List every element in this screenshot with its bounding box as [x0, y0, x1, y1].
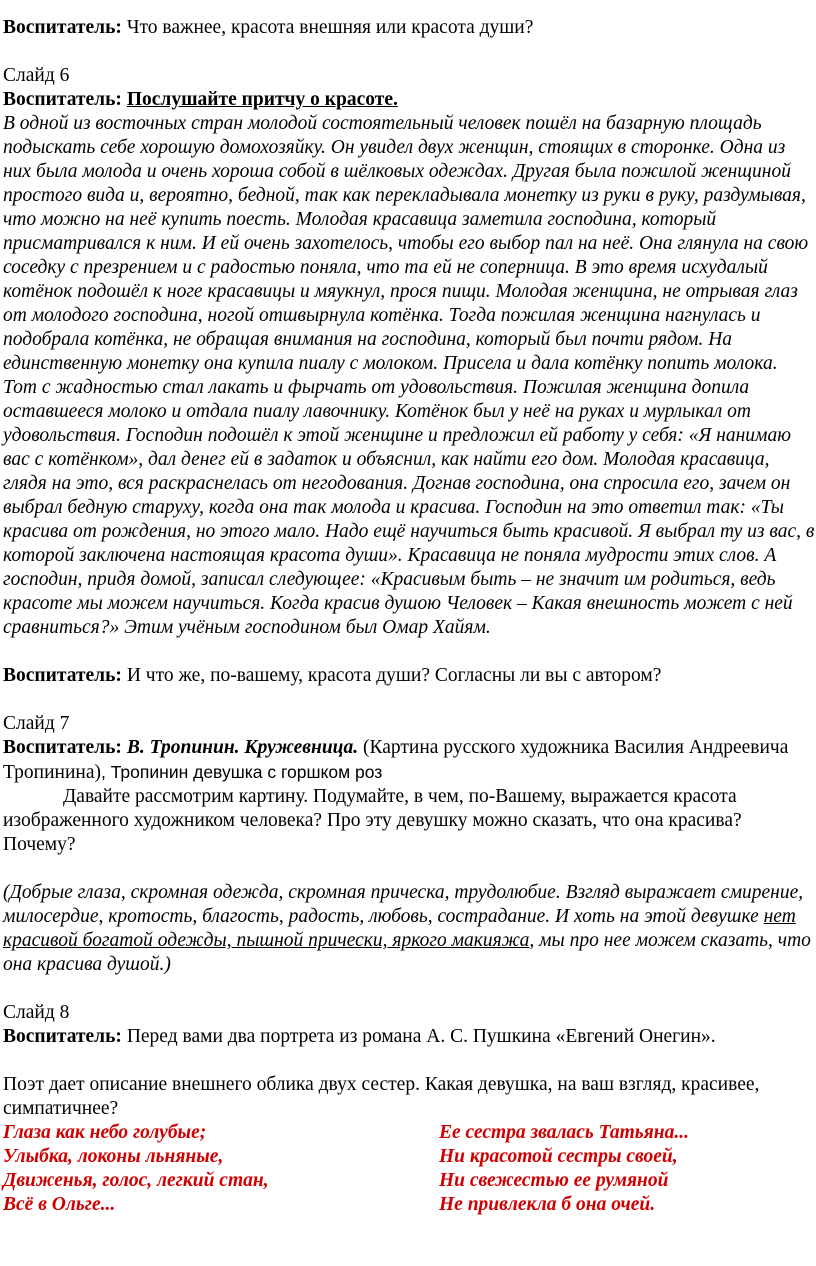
poem-line: Движенья, голос, легкий стан,: [3, 1170, 269, 1191]
dialogue-text: И что же, по-вашему, красота души? Согласны ли вы с автором?: [121, 665, 662, 686]
parable-text: В одной из восточных стран молодой состоятельный человек пошёл на базарную площадь подыскать себе хорошую домохозяйку. Он увидел двух женщин, стоящих в сторонке. Одна из них была молода и очень хороша собой в шёлковых одеждах. Другая была пожилой женщиной простого вида и, вероятно, бедной, так как перекладывала монетку из руки в руку, раздумывая, что можно на неё купить поесть. Молодая красавица заметила господина, который присматривался к ним. И ей очень захотелось, чтобы его выбор пал на неё. Она глянула на свою соседку с презрением и с радостью поняла, что та ей не соперница. В это время исхудалый котёнок подошёл к ноге красавицы и мяукнул, прося пищи. Молодая женщина, не отрывая глаз от молодого господина, ногой отшвырнула котёнка. Тогда пожилая женщина нагнулась и подобрала котёнка, не обращая внимания на господина, который был почти рядом. На единственную монетку она купила пиалу с молоком. Присела и дала котёнку попить молока. Тот с жадностью стал лакать и фырчать от удовольствия. Пожилая женщина допила оставшееся молоко и отдала пиалу лавочнику. Котёнок был у неё на руках и мурлыкал от удовольствия. Господин подошёл к этой женщине и предложил ей работу у себя: «Я нанимаю вас с котёнком», дал денег ей в задаток и объяснил, как найти его дом. Молодая красавица, глядя на это, вся раскраснелась от негодования. Догнав господина, она спросила его, зачем он выбрал бедную старуху, когда она так молода и красива. Господин на это ответил так: «Ты красива от рождения, но этого мало. Надо ещё научиться быть красивой. Я выбрал ту из вас, в которой заключена настоящая красота души». Красавица не поняла мудрости этих слов. А господин, придя домой, записал следующее: «Красивым быть – не значит им родиться, ведь красоте мы можем научиться. Когда красив душою Человек – Какая внешность может с ней сравниться?» Этим учёным господином был Омар Хайям.: [3, 113, 815, 638]
painting-note: (Картина русского художника Василия Андреевича Тропинина): [3, 737, 789, 783]
slide-6-heading-line: [3, 88, 815, 112]
poem-line: Глаза как небо голубые;: [3, 1122, 207, 1143]
speaker-label: Воспитатель:: [3, 1026, 122, 1047]
poem-tatiana: [439, 1121, 809, 1217]
answer-text-end: , мы про нее можем сказать, что она красива душой.): [3, 930, 811, 975]
dialogue-question-beauty: [3, 16, 815, 40]
painting-note-sans: , Тропинин девушка с горшком роз: [101, 762, 383, 782]
poem-line: Улыбка, локоны льняные,: [3, 1146, 224, 1167]
answer-underlined: нет красивой богатой одежды, пышной прически, яркого макияжа: [3, 906, 796, 951]
slide-7-painting-line: [3, 736, 815, 785]
speaker-label: Воспитатель:: [3, 737, 122, 758]
poem-line: Ни красотой сестры своей,: [439, 1146, 678, 1167]
poem-olga: [3, 1121, 439, 1217]
answer-text: (Добрые глаза, скромная одежда, скромная прическа, трудолюбие. Взгляд выражает смирение, милосердие, кротость, благость, радость, любовь, сострадание. И хоть на этой девушке: [3, 882, 804, 927]
speaker-label: Воспитатель:: [3, 89, 122, 110]
poem-line: Ни свежестью ее румяной: [439, 1170, 669, 1191]
slide-8-question: Поэт дает описание внешнего облика двух сестер. Какая девушка, на ваш взгляд, красивее, симпатичнее?: [3, 1074, 760, 1119]
slide-8-intro: [3, 1025, 815, 1049]
speaker-label: Воспитатель:: [3, 17, 122, 38]
slide-8-label: Слайд 8: [3, 1002, 70, 1023]
slide-7-answer: [3, 881, 815, 977]
dialogue-question-soul: [3, 664, 815, 688]
parable-heading: Послушайте притчу о красоте.: [126, 89, 398, 110]
slide-7-label: Слайд 7: [3, 713, 70, 734]
dialogue-text: Что важнее, красота внешняя или красота души?: [121, 17, 534, 38]
slide-6-label: Слайд 6: [3, 65, 70, 86]
poem-line: Не привлекла б она очей.: [439, 1194, 656, 1215]
slide-7-question: Давайте рассмотрим картину. Подумайте, в чем, по-Вашему, выражается красота изображенного художником человека? Про эту девушку можно сказать, что она красива? Почему?: [3, 786, 742, 855]
document-page: [3, 16, 815, 1217]
poem-line: Всё в Ольге...: [3, 1194, 116, 1215]
poem-line: Ее сестра звалась Татьяна...: [439, 1122, 689, 1143]
dialogue-text: Перед вами два портрета из романа А. С. Пушкина «Евгений Онегин».: [121, 1026, 716, 1047]
poem-comparison: [3, 1121, 815, 1217]
speaker-label: Воспитатель:: [3, 665, 122, 686]
painting-title: В. Тропинин. Кружевница.: [121, 737, 359, 758]
